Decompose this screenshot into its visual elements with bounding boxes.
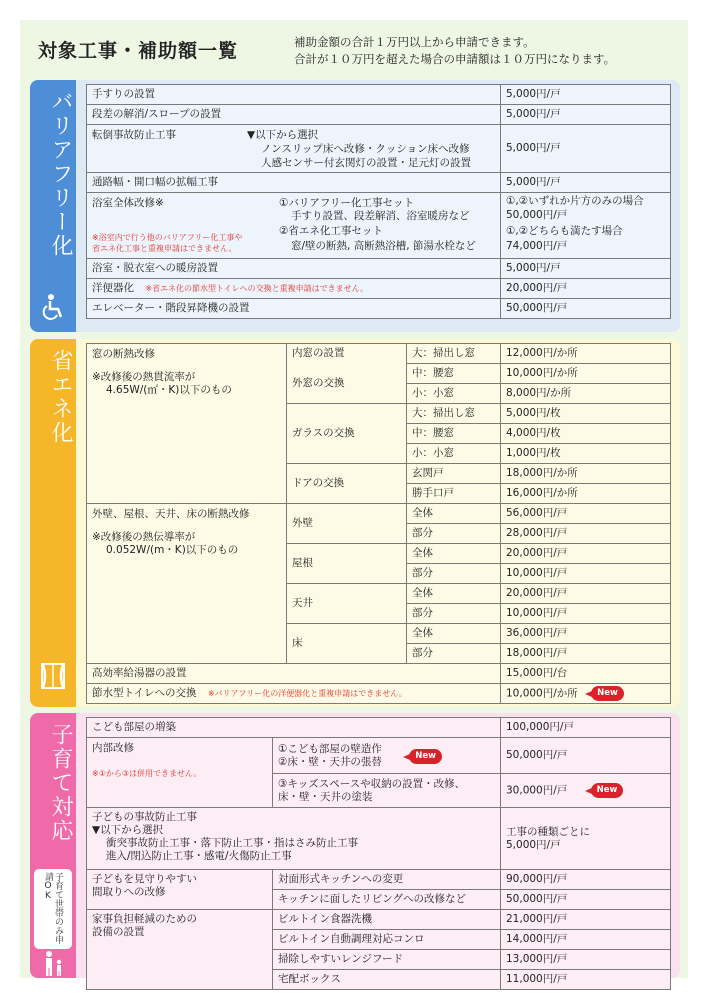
price-cell-3 [501, 774, 671, 808]
item-price: 30,000円/戸 [506, 784, 568, 797]
item-note: ※①から③は併用できません。 [92, 769, 202, 778]
option-3: ③キッズスペースや収納の設置・改修、 [278, 777, 466, 790]
energy-band [30, 339, 76, 707]
item-price: 56,000円/戸 [501, 504, 671, 524]
set-2: ②省エネ化工事セット [279, 225, 383, 237]
set-2-detail: 窓/壁の断熱, 高断熱浴槽, 節湯水栓など [291, 240, 476, 252]
table-row [87, 870, 671, 890]
option-2: 人感センサー付玄関灯の設置・足元灯の設置 [261, 157, 471, 169]
item-name: 節水型トイレへの交換 [92, 687, 197, 699]
header [20, 20, 688, 76]
item-price: 100,000円/戸 [501, 718, 671, 738]
price-1: 50,000円/戸 [506, 209, 568, 221]
item-name: 子どもの事故防止工事 [92, 811, 197, 823]
item-fall-prevention [87, 125, 501, 173]
item-name: 家事負担軽減のための [92, 913, 197, 925]
glass-exchange: ガラスの交換 [287, 404, 407, 464]
item-note: ※バリアフリー化の洋便器化と重複申請はできません。 [207, 689, 407, 698]
item-price: 36,000円/戸 [501, 624, 671, 644]
select-note: ▼以下から選択 [247, 129, 319, 141]
table-row [87, 344, 671, 364]
item-price: 20,000円/戸 [501, 279, 671, 299]
new-badge: New [591, 686, 624, 701]
item-bathroom [87, 193, 501, 259]
table-row [87, 684, 671, 704]
item-price: 5,000円/枚 [501, 404, 671, 424]
item-name: 外壁、屋根、天井、床の断熱改修 [92, 508, 250, 520]
scope-label: 全体 [407, 584, 501, 604]
item-price: 5,000円/戸 [501, 173, 671, 193]
item-price: 14,000円/戸 [501, 930, 671, 950]
equipment-2: ビルトイン自動調理対応コンロ [273, 930, 501, 950]
new-badge: New [409, 749, 442, 764]
table-row [87, 808, 671, 870]
item-price: 10,000円/戸 [501, 564, 671, 584]
door-exchange: ドアの交換 [287, 464, 407, 504]
section-childcare [30, 713, 680, 985]
subsidy-sheet [20, 20, 688, 985]
barrier-free-band [30, 80, 76, 332]
set-1-detail: 手すり設置、段差解消、浴室暖房など [291, 210, 470, 222]
scope-label: 部分 [407, 644, 501, 664]
kitchen-2: キッチンに面したリビングへの改修など [273, 890, 501, 910]
table-row [87, 85, 671, 105]
option-1: 衝突事故防止工事・落下防止工事・指はさみ防止工事 [106, 837, 358, 849]
option-1: ①こども部屋の壁造作 [278, 742, 382, 755]
item-water-saving-toilet [87, 684, 501, 704]
item-price: 20,000円/戸 [501, 544, 671, 564]
scope-label: 部分 [407, 604, 501, 624]
item-name: 通路幅・開口幅の拡幅工事 [87, 173, 501, 193]
section-energy [30, 339, 680, 707]
item-name: 子どもを見守りやすい [92, 873, 197, 885]
item-price: 10,000円/か所 [501, 364, 671, 384]
new-badge: New [591, 783, 624, 798]
item-name: 高効率給湯器の設置 [87, 664, 501, 684]
interior-options-12 [273, 738, 501, 774]
equipment-1: ビルトイン食器洗機 [273, 910, 501, 930]
window-curtain-icon [37, 661, 69, 691]
childcare-table [86, 717, 671, 990]
item-note: ※省エネ化の節水型トイレへの交換と重複申請はできません。 [145, 284, 369, 293]
item-name: 浴室全体改修※ [92, 197, 164, 209]
item-price: 1,000円/枚 [501, 444, 671, 464]
parent-child-icon [37, 949, 69, 979]
option-2: 進入/閉込防止工事・感電/火傷防止工事 [106, 850, 292, 862]
item-name: エレベーター・階段昇降機の設置 [87, 299, 501, 319]
option-2: ②床・壁・天井の張替 [278, 755, 382, 768]
scope-label: 部分 [407, 524, 501, 544]
interior-renovation [87, 738, 273, 808]
window-outer: 外窓の交換 [287, 364, 407, 404]
scope-label: 全体 [407, 624, 501, 644]
table-row [87, 279, 671, 299]
item-price: 8,000円/か所 [501, 384, 671, 404]
item-price: 4,000円/枚 [501, 424, 671, 444]
part-ceiling: 天井 [287, 584, 407, 624]
table-row [87, 504, 671, 524]
item-price: 50,000円/戸 [501, 890, 671, 910]
item-cond: 4.65W/(㎡・K)以下のもの [106, 384, 232, 396]
watch-layout [87, 870, 273, 910]
scope-label: 部分 [407, 564, 501, 584]
item-cond: ※改修後の熱貫流率が [92, 371, 196, 383]
item-cond: ※改修後の熱伝導率が [92, 531, 196, 543]
toilet-price-cell [501, 684, 671, 704]
table-row [87, 299, 671, 319]
energy-table [86, 343, 671, 704]
item-name: 手すりの設置 [87, 85, 501, 105]
item-price: 18,000円/か所 [501, 464, 671, 484]
item-price: 16,000円/か所 [501, 484, 671, 504]
item-name: 洋便器化 [92, 282, 134, 294]
bathroom-price [501, 193, 671, 259]
table-row [87, 910, 671, 930]
housework-equipment [87, 910, 273, 990]
scope-label: 全体 [407, 504, 501, 524]
item-price: 5,000円/戸 [501, 85, 671, 105]
item-name: こども部屋の増築 [87, 718, 501, 738]
item-price: 50,000円/戸 [501, 738, 671, 774]
item-name: 浴室・脱衣室への暖房設置 [87, 259, 501, 279]
set-1: ①バリアフリー化工事セット [279, 197, 414, 209]
size-label: 大：掃出し窓 [407, 344, 501, 364]
interior-option-3 [273, 774, 501, 808]
body-insulation [87, 504, 287, 664]
item-note: ※浴室内で行う他のバリアフリー化工事や [92, 233, 243, 242]
note-line-1: 補助金額の合計１万円以上から申請できます。 [294, 35, 535, 49]
item-price: 10,000円/か所 [506, 687, 578, 700]
item-price: 90,000円/戸 [501, 870, 671, 890]
table-row [87, 125, 671, 173]
table-row [87, 173, 671, 193]
accident-prevention [87, 808, 501, 870]
item-name: 内部改修 [92, 742, 134, 754]
barrier-free-label: バリアフリー化 [48, 90, 73, 258]
option-1: ノンスリップ床へ改修・クッション床へ改修 [261, 143, 470, 155]
window-inner: 内窓の設置 [287, 344, 407, 364]
item-cond: 0.052W/(m・K)以下のもの [106, 544, 239, 556]
window-insulation [87, 344, 287, 504]
table-row [87, 259, 671, 279]
cond-1: ①,②いずれか片方のみの場合 [506, 195, 644, 207]
item-price: 21,000円/戸 [501, 910, 671, 930]
item-price: 13,000円/戸 [501, 950, 671, 970]
item-price: 5,000円/戸 [501, 105, 671, 125]
energy-label: 省エネ化 [48, 349, 73, 445]
item-price: 10,000円/戸 [501, 604, 671, 624]
barrier-free-table [86, 84, 671, 319]
table-row [87, 193, 671, 259]
header-note [294, 34, 615, 68]
door-label: 勝手口戸 [407, 484, 501, 504]
cond-2: ①,②どちらも満たす場合 [506, 225, 623, 237]
childcare-label: 子育て対応 [48, 723, 73, 843]
item-price: 5,000円/戸 [501, 125, 671, 173]
item-western-toilet [87, 279, 501, 299]
item-price: 5,000円/戸 [501, 259, 671, 279]
select-note: ▼以下から選択 [92, 824, 164, 836]
item-price: 18,000円/戸 [501, 644, 671, 664]
price-note: 工事の種類ごとに [506, 825, 590, 838]
section-barrier-free [30, 80, 680, 332]
size-label: 中：腰窓 [407, 424, 501, 444]
door-label: 玄関戸 [407, 464, 501, 484]
wheelchair-icon [37, 292, 69, 322]
equipment-3: 掃除しやすいレンジフード [273, 950, 501, 970]
item-price: 28,000円/戸 [501, 524, 671, 544]
item-name: 窓の断熱改修 [92, 348, 155, 360]
table-row [87, 664, 671, 684]
price-2: 74,000円/戸 [506, 240, 568, 252]
page-title: 対象工事・補助額一覧 [38, 40, 239, 62]
part-wall: 外壁 [287, 504, 407, 544]
item-price: 15,000円/台 [501, 664, 671, 684]
item-note: 省エネ化工事と重複申請はできません。 [92, 244, 237, 253]
item-price: 5,000円/戸 [506, 838, 561, 851]
item-price: 50,000円/戸 [501, 299, 671, 319]
item-price: 20,000円/戸 [501, 584, 671, 604]
childcare-only-badge: 子育て世帯のみ申請OK [34, 869, 72, 949]
size-label: 小：小窓 [407, 444, 501, 464]
part-floor: 床 [287, 624, 407, 664]
size-label: 小：小窓 [407, 384, 501, 404]
item-price: 11,000円/戸 [501, 970, 671, 990]
note-line-2: 合計が１０万円を超えた場合の申請額は１０万円になります。 [294, 52, 616, 66]
childcare-band [30, 713, 76, 978]
item-name: 設備の設置 [92, 926, 145, 938]
table-row [87, 105, 671, 125]
table-row [87, 738, 671, 774]
scope-label: 全体 [407, 544, 501, 564]
table-row [87, 718, 671, 738]
size-label: 中：腰窓 [407, 364, 501, 384]
item-name: 間取りへの改修 [92, 886, 166, 898]
part-roof: 屋根 [287, 544, 407, 584]
equipment-4: 宅配ボックス [273, 970, 501, 990]
item-name: 転倒事故防止工事 [92, 129, 176, 141]
item-price: 12,000円/か所 [501, 344, 671, 364]
size-label: 大：掃出し窓 [407, 404, 501, 424]
item-name: 段差の解消/スロープの設置 [87, 105, 501, 125]
option-3b: 床・壁・天井の塗装 [278, 790, 373, 803]
accident-price-cell [501, 808, 671, 870]
kitchen-1: 対面形式キッチンへの変更 [273, 870, 501, 890]
